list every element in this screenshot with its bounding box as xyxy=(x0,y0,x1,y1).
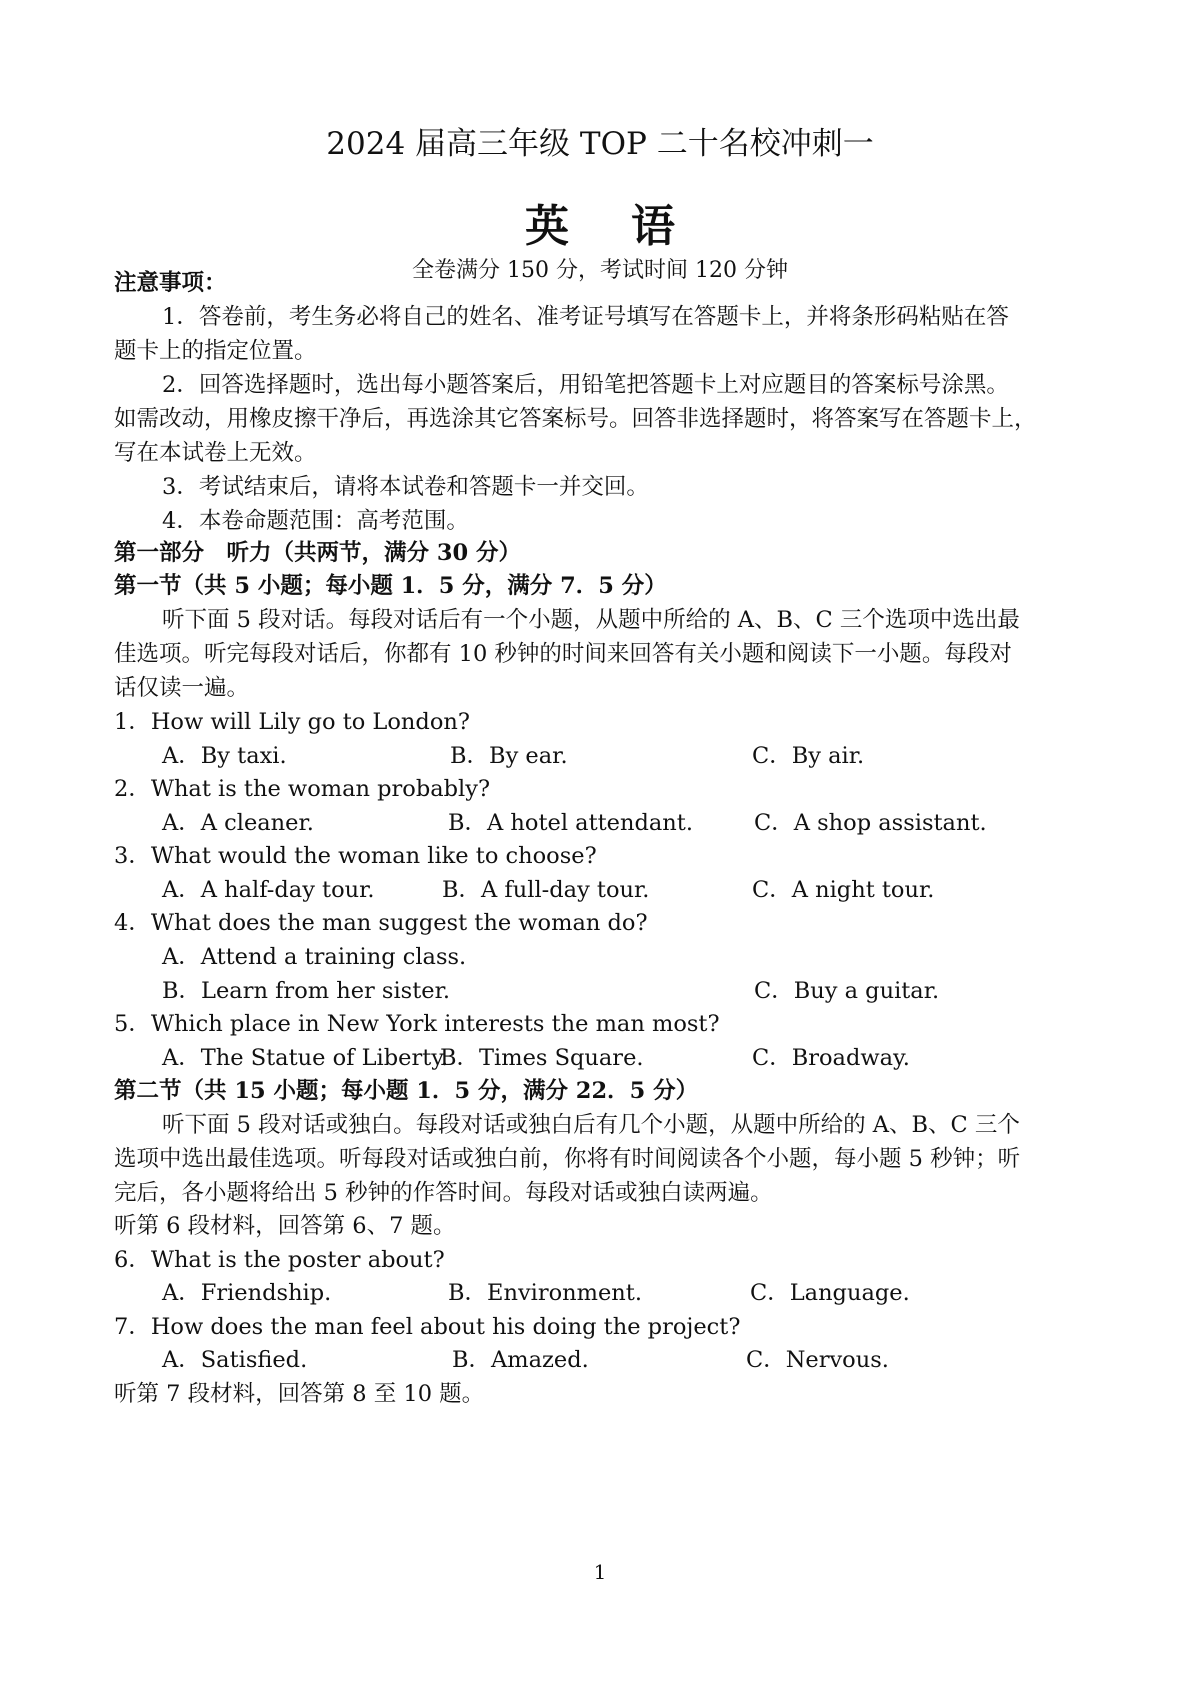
question-stem: 1．How will Lily go to London? xyxy=(114,709,470,735)
note-line: 3．考试结束后，请将本试卷和答题卡一并交回。 xyxy=(162,474,649,500)
note-line: 如需改动，用橡皮擦干净后，再选涂其它答案标号。回答非选择题时，将答案写在答题卡上， xyxy=(114,406,1037,432)
note-line: 题卡上的指定位置。 xyxy=(114,338,317,364)
note-line: 1．答卷前，考生务必将自己的姓名、准考证号填写在答题卡上，并将条形码粘贴在答 xyxy=(162,304,1009,330)
note-line: 2．回答选择题时，选出每小题答案后，用铅笔把答题卡上对应题目的答案标号涂黑。 xyxy=(162,372,1009,398)
subject-title: 英语 xyxy=(525,201,737,252)
note-line: 写在本试卷上无效。 xyxy=(114,440,317,466)
material-note: 听第 6 段材料，回答第 6、7 题。 xyxy=(114,1213,456,1239)
option-c: C．Language. xyxy=(750,1280,910,1306)
option-c: C．A night tour. xyxy=(752,877,935,903)
material-note: 听第 7 段材料，回答第 8 至 10 题。 xyxy=(114,1381,485,1407)
option-c: C．Broadway. xyxy=(752,1045,910,1071)
instruction-line: 选项中选出最佳选项。听每段对话或独白前，你将有时间阅读各个小题，每小题 5 秒钟；听 xyxy=(114,1146,1021,1172)
option-c: C．A shop assistant. xyxy=(754,810,987,836)
option-a: A．Satisfied. xyxy=(162,1347,308,1373)
section2-heading: 第二节（共 15 小题；每小题 1．5 分，满分 22．5 分） xyxy=(114,1078,699,1104)
option-c: C．Buy a guitar. xyxy=(754,978,940,1004)
exam-meta: 全卷满分 150 分，考试时间 120 分钟 xyxy=(412,258,788,283)
question-stem: 5．Which place in New York interests the man most? xyxy=(114,1011,720,1037)
option-a: A．Attend a training class. xyxy=(162,944,467,970)
option-b: B．Amazed. xyxy=(452,1347,589,1373)
question-stem: 7．How does the man feel about his doing the project? xyxy=(114,1314,741,1340)
option-b: B．Learn from her sister. xyxy=(162,978,451,1004)
question-stem: 6．What is the poster about? xyxy=(114,1247,445,1273)
instruction-line: 听下面 5 段对话。每段对话后有一个小题，从题中所给的 A、B、C 三个选项中选出最 xyxy=(162,607,1020,633)
option-a: A．The Statue of Liberty. xyxy=(162,1045,449,1071)
exam-title: 2024 届高三年级 TOP 二十名校冲刺一 xyxy=(326,126,874,162)
notes-heading: 注意事项： xyxy=(114,270,227,296)
option-b: B．A full-day tour. xyxy=(442,877,650,903)
option-c: C．Nervous. xyxy=(746,1347,889,1373)
option-a: A．A cleaner. xyxy=(162,810,314,836)
option-a: A．By taxi. xyxy=(162,743,287,769)
note-line: 4．本卷命题范围：高考范围。 xyxy=(162,508,469,534)
option-b: B．A hotel attendant. xyxy=(448,810,693,836)
option-b: B．Environment. xyxy=(448,1280,642,1306)
instruction-line: 佳选项。听完每段对话后，你都有 10 秒钟的时间来回答有关小题和阅读下一小题。每段对 xyxy=(114,641,1012,667)
instruction-line: 听下面 5 段对话或独白。每段对话或独白后有几个小题，从题中所给的 A、B、C 三个 xyxy=(162,1112,1020,1138)
instruction-line: 完后，各小题将给出 5 秒钟的作答时间。每段对话或独白读两遍。 xyxy=(114,1180,773,1206)
part1-heading: 第一部分 听力（共两节，满分 30 分） xyxy=(114,540,521,566)
instruction-line: 话仅读一遍。 xyxy=(114,675,250,701)
page-number: 1 xyxy=(593,1560,607,1584)
question-stem: 3．What would the woman like to choose? xyxy=(114,843,597,869)
section1-heading: 第一节（共 5 小题；每小题 1．5 分，满分 7．5 分） xyxy=(114,573,667,599)
question-stem: 4．What does the man suggest the woman do? xyxy=(114,910,648,936)
option-a: A．Friendship. xyxy=(162,1280,332,1306)
option-c: C．By air. xyxy=(752,743,865,769)
option-b: B．Times Square. xyxy=(440,1045,644,1071)
option-a: A．A half-day tour. xyxy=(162,877,375,903)
option-b: B．By ear. xyxy=(450,743,568,769)
question-stem: 2．What is the woman probably? xyxy=(114,776,491,802)
